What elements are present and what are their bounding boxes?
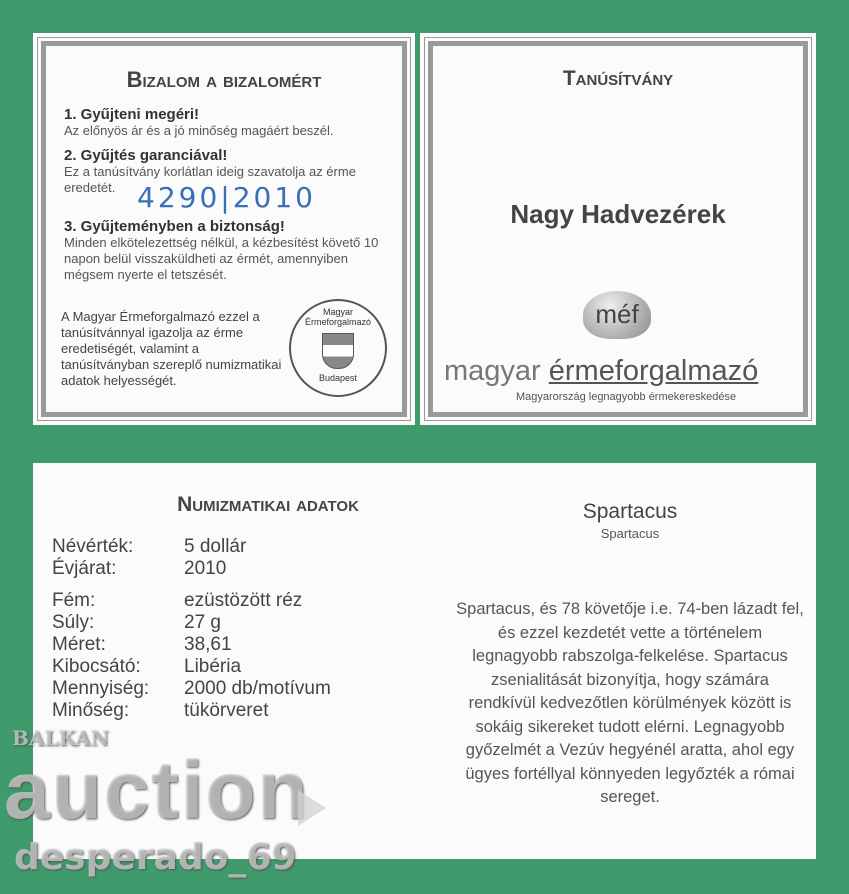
- trust-title: Bizalom a bizalomért: [126, 67, 322, 92]
- data-row: [52, 656, 241, 678]
- row-value: 5 dollár: [184, 536, 247, 557]
- authenticity-statement: A Magyar Érmeforgalmazó ezzel a tanúsítvánnyal igazolja az érme eredetiségét, valamint a tanúsítványban szereplő numizmatikai adatok helyességét.: [61, 309, 282, 388]
- motif-subtitle: Spartacus: [600, 526, 660, 541]
- row-label: Méret:: [52, 634, 106, 655]
- brand-part-b: érmeforgalmazó: [548, 355, 759, 387]
- watermark-brand: auction: [4, 745, 310, 836]
- row-label: Fém:: [52, 590, 96, 611]
- motif-title: Spartacus: [582, 500, 678, 523]
- section-heading: 1. Gyűjteni megéri!: [64, 106, 200, 123]
- numismatic-title: Numizmatikai adatok: [177, 493, 359, 516]
- data-row: [52, 558, 226, 580]
- stamp-bottom-text: Budapest: [318, 373, 358, 383]
- stamp-top-text: Magyar Érmeforgalmazó: [304, 307, 372, 327]
- watermark-brand-small: BALKAN: [12, 726, 109, 750]
- row-label: Súly:: [52, 612, 95, 633]
- shield-icon: [322, 333, 354, 369]
- row-value: 38,61: [184, 634, 232, 655]
- section-text: Ez a tanúsítvány korlátlan ideig szavatolja az érme eredetét.: [64, 164, 356, 195]
- trust-card: [33, 33, 415, 425]
- motif-description: Spartacus, és 78 követője i.e. 74-ben lázadt fel, és ezzel kezdetét vette a történelem legnagyobb rabszolga-felkelése. Spartacus zsenialitását bizonyítja, hogy számára rendkívül kedvezőtlen körülmények között is sokáig sikereket tudott elérni. Legnagyobb győzelmét a Vezúv hegyénél aratta, ahol egy ügyes fortéllyal könnyeden legyőzték a római sereget.: [456, 600, 804, 806]
- handwritten-serial: 4290|2010: [137, 181, 316, 214]
- certificate-card: [420, 33, 816, 425]
- row-value: 2010: [184, 558, 227, 579]
- certificate-title: Tanúsítvány: [562, 67, 674, 90]
- row-label: Mennyiség:: [52, 678, 150, 699]
- data-row: [52, 678, 331, 700]
- row-value: Libéria: [184, 656, 242, 677]
- company-stamp: [289, 299, 387, 397]
- row-label: Kibocsátó:: [52, 656, 141, 677]
- watermark-user: desperado_69: [14, 837, 297, 878]
- section-heading: 3. Gyűjteményben a biztonság!: [64, 218, 285, 235]
- row-label: Névérték:: [52, 536, 134, 557]
- row-value: 27 g: [184, 612, 221, 633]
- watermark-play-icon: [298, 790, 326, 826]
- section-heading: 2. Gyűjtés garanciával!: [64, 147, 228, 164]
- row-label: Évjárat:: [52, 558, 117, 579]
- brand-name: [444, 355, 758, 387]
- data-row: [52, 612, 221, 634]
- row-value: ezüstözött réz: [184, 590, 303, 611]
- brand-tagline: Magyarország legnagyobb érmekereskedése: [516, 391, 737, 403]
- mef-logo: méf: [583, 291, 651, 339]
- row-value: 2000 db/motívum: [184, 678, 331, 699]
- brand-part-a: magyar: [444, 355, 541, 387]
- data-row: [52, 590, 302, 612]
- section-text: Az előnyös ár és a jó minőség magáért beszél.: [64, 123, 334, 138]
- data-row: [52, 536, 246, 558]
- row-label: Minőség:: [52, 700, 130, 721]
- series-title: Nagy Hadvezérek: [510, 199, 726, 229]
- data-row: [52, 634, 232, 656]
- data-row: [52, 700, 268, 722]
- section-text: Minden elkötelezettség nélkül, a kézbesítést követő 10 napon belül visszaküldheti az érmét, amennyiben mégsem nyerte el tetszését.: [64, 235, 379, 282]
- row-value: tükörveret: [184, 700, 269, 721]
